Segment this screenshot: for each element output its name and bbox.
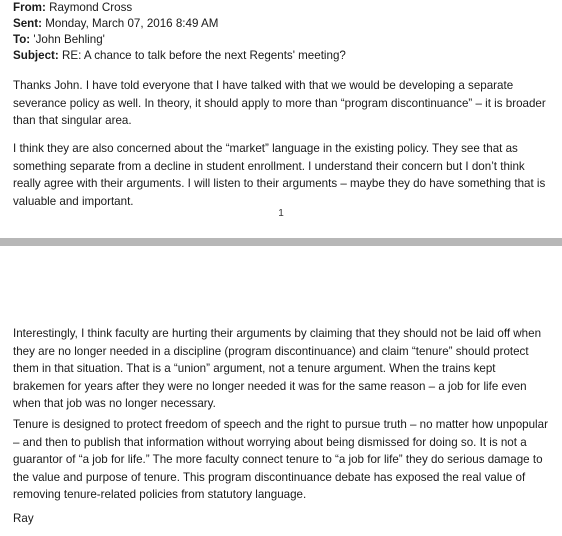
to-row	[13, 32, 553, 48]
email-header	[13, 0, 553, 64]
paragraph-tenure-purpose: Tenure is designed to protect freedom of speech and the right to pursue truth – no matter how unpopular – and then to publish that information without worrying about being dismissed for doing so. It is not a guarantor of “a job for life.” The more faculty connect tenure to “a job for life” they do serious damage to the value and purpose of tenure. This program discontinuance debate has exposed the real value of removing tenure-related policies from statutory language.	[13, 418, 548, 502]
to-label: To:	[13, 33, 31, 46]
subject-label: Subject:	[13, 49, 59, 62]
sent-label: Sent:	[13, 17, 42, 30]
paragraph-severance-policy: Thanks John. I have told everyone that I have talked with that we would be developing a separate severance policy as well. In theory, it should apply to more than “program discontinuance” – it is broader than that singular area.	[13, 79, 546, 128]
from-value: Raymond Cross	[49, 1, 133, 14]
from-label: From:	[13, 1, 46, 14]
paragraph-faculty-arguments: Interestingly, I think faculty are hurting their arguments by claiming that they should not be laid off when they are no longer needed in a discipline (program discontinuance) and claim “tenure” should protect them in that situation. That is a “union” argument, not a tenure argument. When the trains kept brakemen for years after they were no longer needed it was for the same reason – a job for life even when that job was no longer necessary.	[13, 327, 542, 411]
page-divider	[0, 238, 562, 246]
page-number: 1	[278, 208, 284, 219]
sent-row	[13, 16, 553, 32]
to-value: 'John Behling'	[33, 33, 105, 46]
subject-value: RE: A chance to talk before the next Regents' meeting?	[61, 49, 346, 62]
sent-value: Monday, March 07, 2016 8:49 AM	[45, 17, 219, 30]
paragraph-market-language: I think they are also concerned about the “market” language in the existing policy. They see that as something separate from a decline in student enrollment. I understand their concern but I don’t think really agree with their arguments. I will listen to their arguments – maybe they do have something that is valuable and important.	[13, 142, 546, 208]
subject-row	[13, 48, 553, 64]
signoff: Ray	[13, 512, 34, 525]
from-row	[13, 0, 553, 16]
